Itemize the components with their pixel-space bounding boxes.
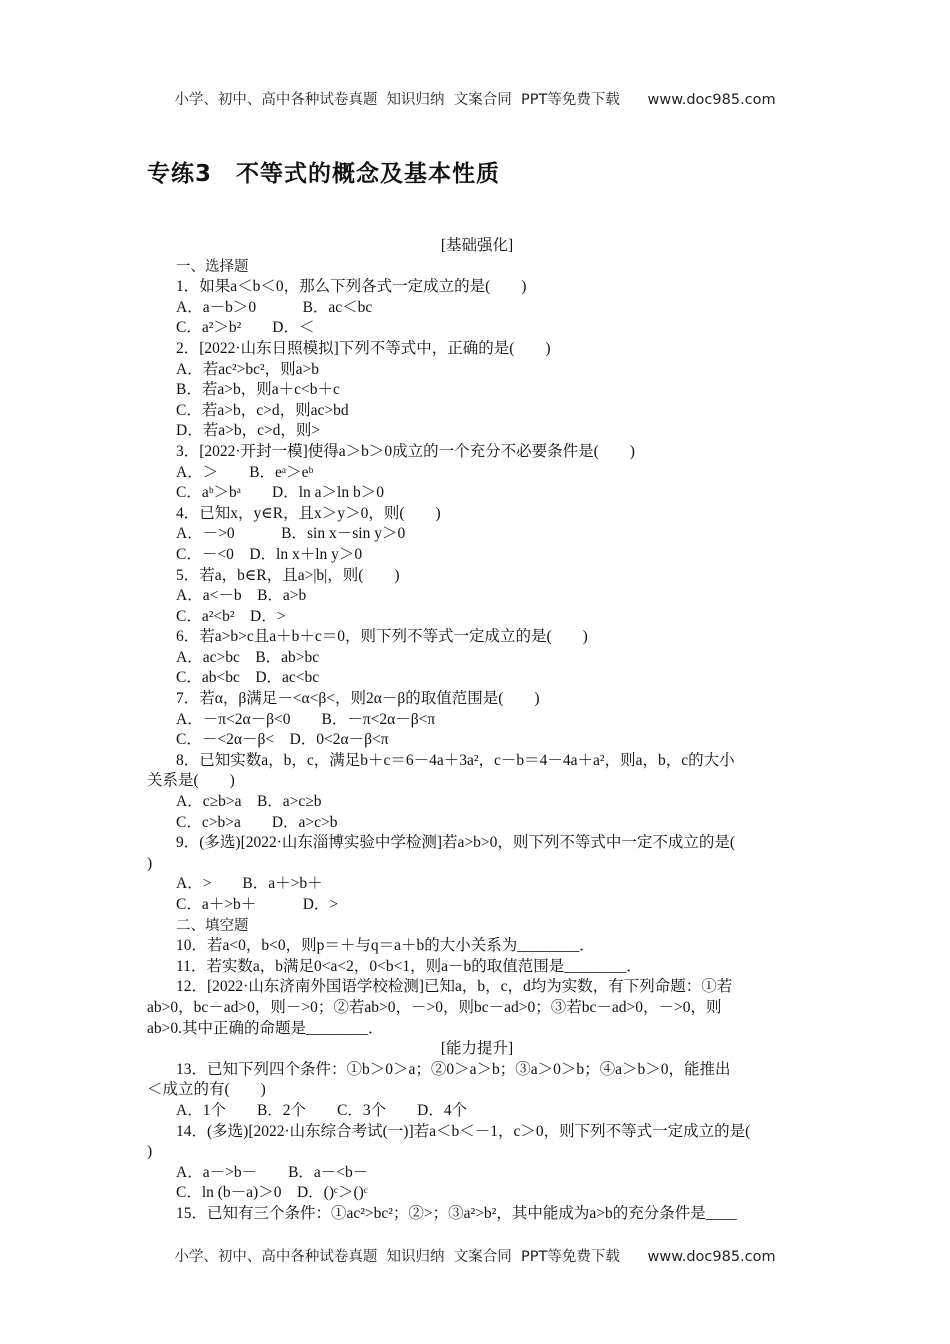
text-line: C．－<2α－β< D．0<2α－β<π (176, 731, 389, 749)
text-line: A．1个 B．2个 C．3个 D．4个 (176, 1101, 468, 1119)
text-line: C．a²<b² D．> (176, 607, 286, 625)
text-line: A．a<－b B．a>b (176, 587, 307, 605)
page-footer: 小学、初中、高中各种试卷真题 知识归纳 文案合同 PPT等免费下载 www.doc985.com (174, 1249, 776, 1265)
text-line: 1．如果a＜b＜0，那么下列各式一定成立的是( ) (176, 278, 527, 296)
text-line: ) (147, 1143, 153, 1161)
text-line: [基础强化] (440, 237, 514, 254)
text-line: 2．[2022·山东日照模拟]下列不等式中，正确的是( ) (176, 339, 551, 357)
text-line: A．a－>b－ B．a－<b－ (176, 1163, 369, 1181)
text-line: 10．若a<0，b<0，则p＝＋与q＝a＋b的大小关系为________． (176, 937, 595, 955)
text-line: A．> B．a＋>b＋ (176, 875, 323, 893)
page-title: 专练3 不等式的概念及基本性质 (147, 161, 501, 187)
text-line: 6．若a>b>c且a＋b＋c＝0，则下列不等式一定成立的是( ) (176, 628, 588, 646)
text-line: ab>0.其中正确的命题是________． (147, 1019, 384, 1037)
text-line: C．ln (b－a)＞0 D．()ᶜ＞()ᶜ (176, 1184, 368, 1202)
text-line: 4．已知x，y∈R，且x＞y＞0，则( ) (176, 504, 441, 522)
text-line: 12．[2022·山东济南外国语学校检测]已知a，b，c，d均为实数，有下列命题：①若 (176, 978, 733, 996)
exercise-body (147, 236, 807, 1225)
text-line: A．－>0 B．sin x－sin y＞0 (176, 525, 406, 543)
text-line: C．ab<bc D．ac<bc (176, 669, 320, 687)
page-header: 小学、初中、高中各种试卷真题 知识归纳 文案合同 PPT等免费下载 www.doc985.com (174, 92, 776, 108)
text-line: 一、选择题 (176, 258, 249, 275)
text-line: A．－π<2α－β<0 B．－π<2α－β<π (176, 710, 436, 728)
text-line: C．a²＞b² D．＜ (176, 319, 315, 337)
text-line: [能力提升] (440, 1040, 514, 1058)
text-line: 8．已知实数a，b，c，满足b＋c＝6－4a＋3a²，c－b＝4－4a＋a²，则a，b，c的大小 (176, 751, 735, 769)
text-line: 15．已知有三个条件：①ac²>bc²；②>；③a²>b²，其中能成为a>b的充分条件是____ (176, 1204, 737, 1222)
text-line: 3．[2022·开封一模]使得a＞b＞0成立的一个充分不必要条件是( ) (176, 442, 635, 460)
text-line: D．若a>b，c>d，则> (176, 422, 321, 440)
text-line: A．＞ B．eᵃ＞eᵇ (176, 463, 314, 481)
text-line: C．a＋>b＋ D．> (176, 896, 339, 913)
text-line: C．aᵇ＞bᵃ D．ln a＞ln b＞0 (176, 484, 384, 502)
text-line: C．－<0 D．ln x＋ln y＞0 (176, 545, 363, 563)
text-line: 5．若a，b∈R，且a>|b|，则( ) (176, 566, 400, 584)
text-line: 14．(多选)[2022·山东综合考试(一)]若a＜b＜－1，c＞0，则下列不等式一定成立的是( (176, 1122, 751, 1140)
text-line: ) (147, 854, 153, 872)
text-line: 11．若实数a，b满足0<a<2，0<b<1，则a－b的取值范围是________． (176, 957, 642, 975)
text-line: C．若a>b，c>d，则ac>bd (176, 401, 349, 419)
text-line: 7．若α，β满足－<α<β<，则2α－β的取值范围是( ) (176, 690, 540, 708)
text-line: ab>0，bc－ad>0，则－>0；②若ab>0，－>0，则bc－ad>0；③若bc－ad>0，－>0，则 (147, 998, 722, 1016)
text-line: C．c>b>a D．a>c>b (176, 813, 338, 831)
text-line: A．若ac²>bc²，则a>b (176, 360, 319, 378)
text-line: 关系是( ) (147, 772, 235, 790)
text-line: 9．(多选)[2022·山东淄博实验中学检测]若a>b>0，则下列不等式中一定不成立的是( (176, 834, 736, 852)
text-line: 13．已知下列四个条件：①b＞0＞a；②0＞a＞b；③a＞0＞b；④a＞b＞0，能推出 (176, 1060, 731, 1078)
text-line: 二、填空题 (176, 917, 249, 934)
text-line: A．a－b＞0 B．ac＜bc (176, 298, 373, 316)
text-line: A．c≥b>a B．a>c≥b (176, 793, 322, 811)
text-line: ＜成立的有( ) (147, 1081, 266, 1099)
text-line: A．ac>bc B．ab>bc (176, 648, 320, 666)
text-line: B．若a>b，则a＋c<b＋c (176, 381, 340, 399)
